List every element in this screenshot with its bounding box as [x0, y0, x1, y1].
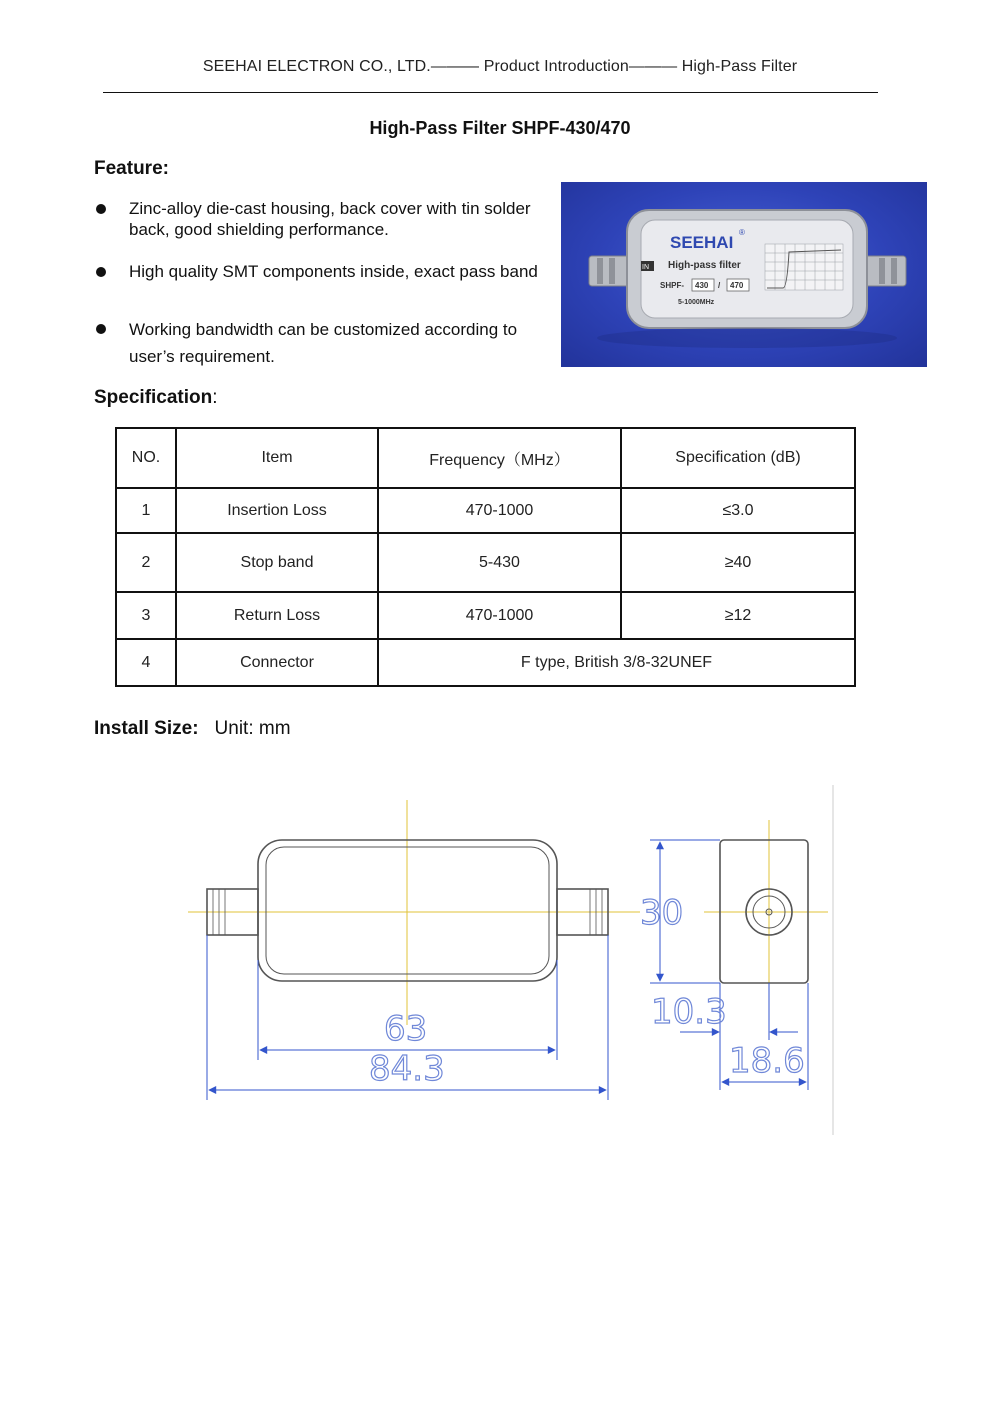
photo-brand: SEEHAI: [670, 233, 734, 252]
bullet-icon: [96, 267, 106, 277]
photo-model-sep: /: [718, 281, 721, 290]
dimension-body-length: 63: [384, 1009, 428, 1049]
cell-item: Connector: [176, 639, 378, 686]
table-row: [116, 639, 855, 686]
install-size-drawing: [180, 780, 860, 1140]
feature-item-text: Zinc-alloy die-cast housing, back cover with tin solder back, good shielding performance.: [129, 199, 531, 239]
document-title: High-Pass Filter SHPF-430/470: [369, 118, 631, 138]
photo-response-graph: [765, 244, 843, 290]
feature-item-text: High quality SMT components inside, exact pass band: [129, 262, 538, 281]
column-header: Specification (dB): [621, 428, 855, 488]
cell-spec: ≥12: [621, 592, 855, 639]
feature-item-text: Working bandwidth can be customized according to user’s requirement.: [129, 320, 518, 366]
cell-item: Insertion Loss: [176, 488, 378, 533]
install-size-unit: Unit: mm: [214, 718, 291, 739]
center-lines: [188, 800, 828, 1025]
product-photo-illustration: [561, 182, 927, 367]
install-size-line: [94, 718, 291, 740]
cell-no: 3: [116, 592, 176, 639]
photo-in-label: IN: [642, 264, 649, 271]
cell-frequency: 470-1000: [378, 592, 621, 639]
cell-spec: ≤3.0: [621, 488, 855, 533]
photo-freq-range: 5-1000MHz: [678, 299, 715, 306]
cell-frequency: 470-1000: [378, 488, 621, 533]
bullet-icon: [96, 324, 106, 334]
photo-model-b: 470: [730, 281, 744, 290]
cell-item: Stop band: [176, 533, 378, 592]
photo-model-prefix: SHPF-: [660, 281, 684, 290]
cell-frequency: 5-430: [378, 533, 621, 592]
install-size-heading: Install Size:: [94, 718, 199, 739]
dimension-connector-offset: 10.3: [651, 992, 727, 1032]
cell-no: 4: [116, 639, 176, 686]
specification-heading: [94, 387, 218, 409]
table-row: [116, 533, 855, 592]
photo-registered-mark: ®: [739, 228, 745, 237]
dimension-height: 30: [640, 893, 684, 933]
cell-item: Return Loss: [176, 592, 378, 639]
dimension-total-length: 84.3: [369, 1049, 445, 1089]
specification-heading-colon: :: [212, 387, 218, 408]
product-photo: [561, 182, 927, 367]
page-header: SEEHAI ELECTRON CO., LTD.——— Product Introduction——— High-Pass Filter: [202, 58, 798, 75]
cell-spec: ≥40: [621, 533, 855, 592]
column-header: NO.: [116, 428, 176, 488]
feature-heading: Feature:: [94, 158, 169, 179]
dimension-depth: 18.6: [729, 1041, 805, 1081]
photo-model-a: 430: [695, 281, 709, 290]
cell-no: 1: [116, 488, 176, 533]
header-rule: [103, 92, 878, 93]
photo-product-line: High-pass filter: [668, 260, 741, 271]
dimension-lines: [207, 785, 833, 1135]
specification-heading-text: Specification: [94, 387, 213, 408]
cell-no: 2: [116, 533, 176, 592]
cell-merged-value: F type, British 3/8-32UNEF: [378, 639, 855, 686]
table-header-row: [116, 428, 855, 488]
table-row: [116, 592, 855, 639]
column-header: Item: [176, 428, 378, 488]
bullet-icon: [96, 204, 106, 214]
table-row: [116, 488, 855, 533]
column-header: Frequency（MHz）: [378, 428, 621, 488]
specification-table: [115, 427, 856, 687]
